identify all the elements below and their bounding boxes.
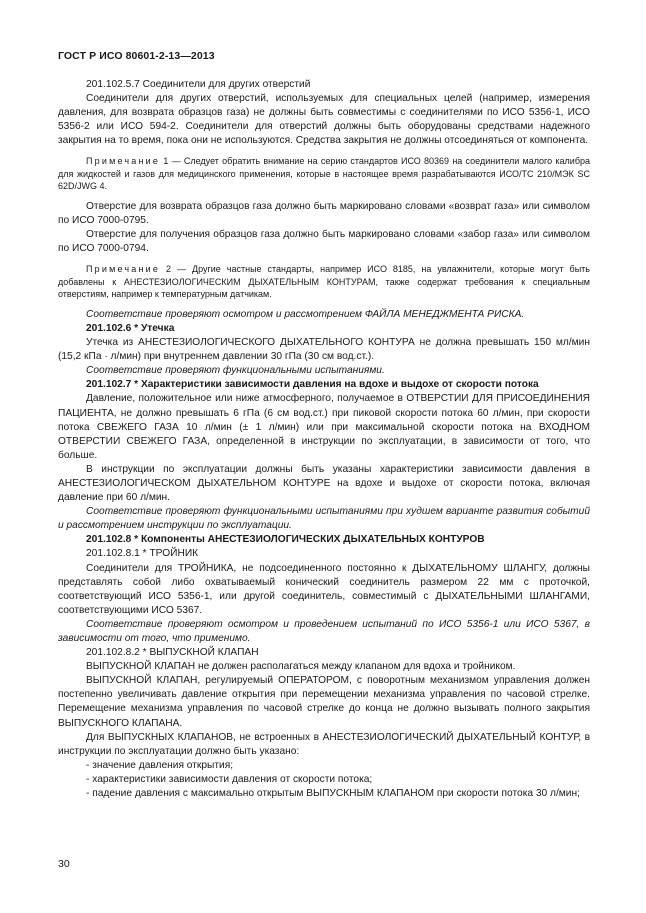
- compliance-check: Соответствие проверяют функциональными испытаниями при худшем варианте развития событий и рассмотрением инструкции по эксплуатации.: [58, 506, 590, 532]
- note-label: Примечание: [86, 264, 161, 275]
- paragraph: Для ВЫПУСКНЫХ КЛАПАНОВ, не встроенных в АНЕСТЕЗИОЛОГИЧЕСКИЙ ДЫХАТЕЛЬНЫЙ КОНТУР, в инструкции по эксплуатации должно быть указано:: [58, 731, 590, 757]
- document-body: [58, 78, 590, 801]
- list-item: - падение давления с максимально открытым ВЫПУСКНЫМ КЛАПАНОМ при скорости потока 30 л/мин;: [86, 788, 580, 800]
- paragraph: Соединители для других отверстий, используемых для специальных целей (например, измерения давления, для возврата образцов газа) не должны быть совместимы с соединителями по ИСО 5356-1, ИСО 5356-2 или ИСО 594-2. Соединители для отверстий должны быть оборудованы средствами надежного закрытия на то время, пока они не используются. Средства закрытия не должны отсоединяться от компонента.: [58, 93, 590, 147]
- note-text: 1 — Следует обратить внимание на серию стандартов ИСО 80369 на соединители малого калибра для жидкостей и газов для медицинского применения, которые в настоящее время разрабатываются ИСО/ТС 210/МЭК SC 62D/JWG 4.: [58, 156, 590, 192]
- paragraph: Отверстие для возврата образцов газа должно быть маркировано словами «возврат газа» или символом по ИСО 7000-0795.: [58, 200, 590, 227]
- section-heading: 201.102.8 * Компоненты АНЕСТЕЗИОЛОГИЧЕСКИХ ДЫХАТЕЛЬНЫХ КОНТУРОВ: [86, 534, 485, 546]
- list-item: - характеристики зависимости давления от скорости потока;: [86, 773, 373, 785]
- section-heading: 201.102.6 * Утечка: [86, 322, 175, 334]
- paragraph: Соединители для ТРОЙНИКА, не подсоединенного постоянно к ДЫХАТЕЛЬНОМУ ШЛАНГУ, должны представлять собой либо охватываемый конический соединитель размером 22 мм с проточкой, соответствующий ИСО 5356-1, или другой соединитель, совместимый с ДЫХАТЕЛЬНЫМИ ШЛАНГАМИ, соответствующими ИСО 5367.: [58, 562, 590, 616]
- page-header: ГОСТ Р ИСО 80601-2-13—2013: [58, 50, 215, 62]
- paragraph: Отверстие для получения образцов газа должно быть маркировано словами «забор газа» или символом по ИСО 7000-0794.: [58, 229, 590, 255]
- paragraph: В инструкции по эксплуатации должны быть указаны характеристики зависимости давления в АНЕСТЕЗИОЛОГИЧЕСКОМ ДЫХАТЕЛЬНОМ КОНТУРЕ на вдохе и выдохе от скорости потока, включая давление при 60 л/мин.: [58, 463, 590, 504]
- paragraph: ВЫПУСКНОЙ КЛАПАН не должен располагаться между клапаном для вдоха и тройником.: [86, 661, 516, 673]
- note-label: Примечание: [86, 156, 161, 167]
- paragraph: Давление, положительное или ниже атмосферного, получаемое в ОТВЕРСТИИ ДЛЯ ПРИСОЕДИНЕНИЯ ПАЦИЕНТА, не должно превышать 6 гПа (6 см вод.ст.) при пиковой скорости потока 60 л/мин, при скорости потока СВЕЖЕГО ГАЗА 10 л/мин (± 1 л/мин) или при максимальной скорости потока на ВХОДНОМ ОТВЕРСТИИ СВЕЖЕГО ГАЗА, определенной в инструкции по эксплуатации, в зависимости от того, что больше.: [58, 393, 590, 461]
- page-number: 30: [58, 858, 70, 870]
- compliance-check: Соответствие проверяют осмотром и проведением испытаний по ИСО 5356-1 или ИСО 5367, в зависимости от того, что применимо.: [58, 618, 590, 644]
- paragraph: Утечка из АНЕСТЕЗИОЛОГИЧЕСКОГО ДЫХАТЕЛЬНОГО КОНТУРА не должна превышать 150 мл/мин (15,2 кПа · л/мин) при внутреннем давлении 30 гПа (30 см вод.ст.).: [58, 337, 590, 363]
- note-2: [58, 263, 590, 301]
- paragraph: ВЫПУСКНОЙ КЛАПАН, регулируемый ОПЕРАТОРОМ, с поворотным механизмом управления должен постепенно увеличивать давление открытия при перемещении механизма управления по часовой стрелке. Перемещение механизма управления по часовой стрелке до конца не должно вызывать полного закрытия ВЫПУСКНОГО КЛАПАНА.: [58, 675, 590, 729]
- note-text: 2 — Другие частные стандарты, например ИСО 8185, на увлажнители, которые могут быть добавлены к АНЕСТЕЗИОЛОГИЧЕСКИМ ДЫХАТЕЛЬНЫМ КОНТУРАМ, также содержат требования к специальным отверстиям, например к температурным датчикам.: [58, 264, 590, 300]
- subsection-heading: 201.102.8.1 * ТРОЙНИК: [86, 548, 199, 560]
- list-item: - значение давления открытия;: [86, 759, 234, 771]
- note-1: [58, 155, 590, 193]
- compliance-check: Соответствие проверяют функциональными испытаниями.: [86, 365, 385, 377]
- subsection-heading: 201.102.8.2 * ВЫПУСКНОЙ КЛАПАН: [86, 647, 259, 659]
- section-heading: 201.102.7 * Характеристики зависимости давления на вдохе и выдохе от скорости потока: [86, 379, 539, 391]
- compliance-check: Соответствие проверяют осмотром и рассмотрением ФАЙЛА МЕНЕДЖМЕНТА РИСКА.: [86, 308, 525, 320]
- section-heading: 201.102.5.7 Соединители для других отверстий: [86, 79, 311, 90]
